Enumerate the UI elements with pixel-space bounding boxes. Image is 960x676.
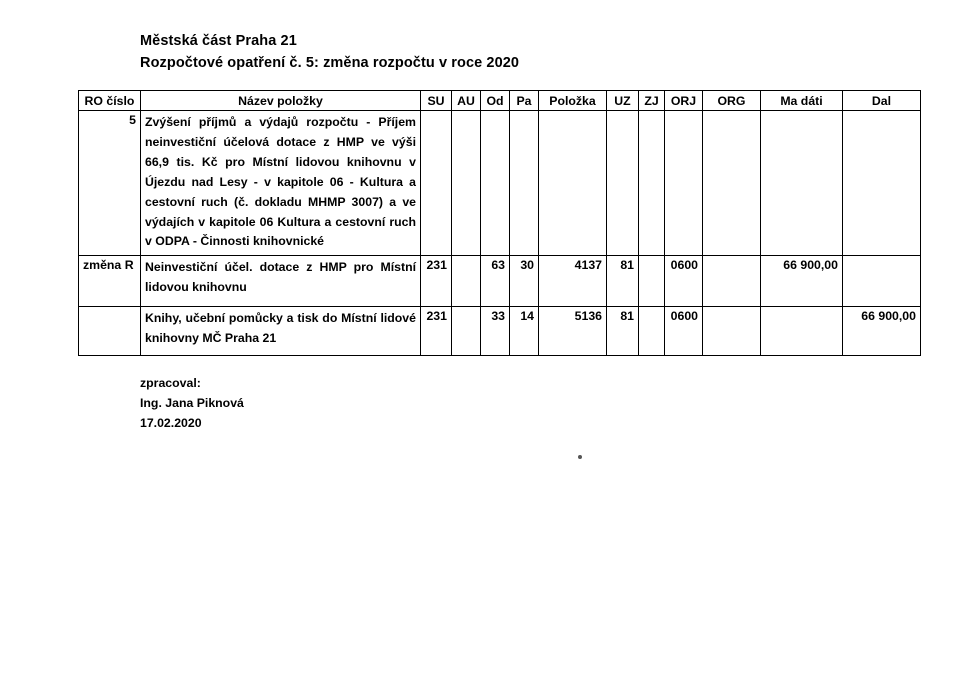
cell-polozka: 4137: [539, 256, 607, 307]
cell-dal: 66 900,00: [843, 307, 921, 356]
table-row: [79, 256, 921, 307]
cell-su: 231: [421, 307, 452, 356]
cell-nazev-polozky: Zvýšení příjmů a výdajů rozpočtu - Příjem neinvestiční účelová dotace z HMP ve výši 66,9 tis. Kč pro Místní lidovou knihovnu v Újezdu nad Lesy - v kapitole 06 - Kultura a cestovní ruch (č. dokladu MHMP 3007) a ve výdajích v kapitole 06 Kultura a cestovní ruch v ODPA - Činnosti knihovnické: [141, 111, 421, 256]
page-title: Městská část Praha 21: [140, 33, 297, 49]
document-header: [140, 30, 840, 75]
page-subtitle: Rozpočtové opatření č. 5: změna rozpočtu v roce 2020: [140, 55, 520, 72]
cell-zj: [639, 256, 665, 307]
document-date: 17.02.2020: [140, 415, 202, 430]
cell-ro-cislo: [79, 307, 141, 356]
cell-au: [452, 256, 481, 307]
cell-ma-dati: [761, 307, 843, 356]
prepared-by-name: Ing. Jana Piknová: [140, 395, 244, 410]
cell-polozka: 5136: [539, 307, 607, 356]
header-ro-cislo: RO číslo: [79, 91, 141, 111]
cell-orj: [665, 111, 703, 256]
cell-dal: [843, 111, 921, 256]
cell-nazev-polozky: Neinvestiční účel. dotace z HMP pro Místní lidovou knihovnu: [141, 256, 421, 307]
header-au: AU: [452, 91, 481, 111]
cell-pa: [510, 111, 539, 256]
cell-ro-cislo: změna R: [79, 256, 141, 307]
cell-uz: 81: [607, 256, 639, 307]
cell-uz: 81: [607, 307, 639, 356]
cell-orj: 0600: [665, 307, 703, 356]
cell-ma-dati: [761, 111, 843, 256]
cell-uz: [607, 111, 639, 256]
table-row: [79, 111, 921, 256]
header-su: SU: [421, 91, 452, 111]
cell-od: 33: [481, 307, 510, 356]
cell-od: [481, 111, 510, 256]
cell-au: [452, 111, 481, 256]
cell-pa: 30: [510, 256, 539, 307]
cell-su: [421, 111, 452, 256]
cell-nazev-polozky: Knihy, učební pomůcky a tisk do Místní lidové knihovny MČ Praha 21: [141, 307, 421, 356]
cell-su: 231: [421, 256, 452, 307]
cell-ma-dati: 66 900,00: [761, 256, 843, 307]
cell-od: 63: [481, 256, 510, 307]
header-zj: ZJ: [639, 91, 665, 111]
cell-pa: 14: [510, 307, 539, 356]
cell-org: [703, 256, 761, 307]
cell-dal: [843, 256, 921, 307]
prepared-by-label: zpracoval:: [140, 376, 201, 390]
header-pa: Pa: [510, 91, 539, 111]
cell-zj: [639, 111, 665, 256]
cell-ro-cislo: 5: [79, 111, 141, 256]
cell-org: [703, 111, 761, 256]
header-nazev-polozky: Název položky: [141, 91, 421, 111]
scan-artifact-dot: [578, 455, 582, 459]
header-orj: ORJ: [665, 91, 703, 111]
cell-zj: [639, 307, 665, 356]
header-org: ORG: [703, 91, 761, 111]
header-uz: UZ: [607, 91, 639, 111]
cell-polozka: [539, 111, 607, 256]
table-row: [79, 307, 921, 356]
cell-au: [452, 307, 481, 356]
document-footer: [140, 374, 244, 434]
header-ma-dati: Ma dáti: [761, 91, 843, 111]
header-polozka: Položka: [539, 91, 607, 111]
cell-org: [703, 307, 761, 356]
header-dal: Dal: [843, 91, 921, 111]
cell-orj: 0600: [665, 256, 703, 307]
header-od: Od: [481, 91, 510, 111]
budget-table: [78, 90, 921, 356]
table-header-row: [79, 91, 921, 111]
